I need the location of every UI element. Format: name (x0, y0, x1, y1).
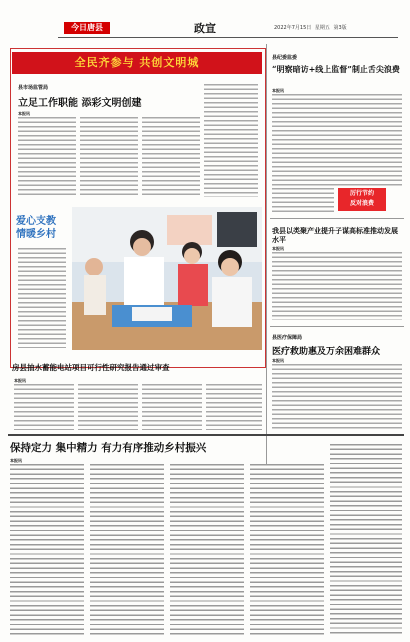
pumped-storage-body-col4 (206, 384, 262, 430)
volunteer-teaching-photo (72, 207, 262, 350)
frugality-tag-line2: 反对浪费 (349, 200, 374, 207)
industry-body (272, 252, 402, 320)
rural-body-col4 (250, 464, 324, 636)
medical-headline: 医疗救助惠及万余困难群众 (272, 347, 381, 357)
pumped-storage-headline: 房县抽水蓄能电站项目可行性研究报告通过审查 (12, 363, 170, 372)
pumped-storage-byline: 本报讯 (14, 378, 26, 383)
bottom-section-rule (8, 434, 404, 436)
medical-kicker: 县医疗保障局 (272, 335, 303, 341)
masthead-rule (58, 37, 398, 38)
industry-byline: 本报讯 (272, 246, 284, 251)
article-body-col4 (204, 84, 258, 197)
rural-body-col2 (90, 464, 164, 636)
article-byline: 本报讯 (18, 111, 30, 116)
frugality-tag-line1: 厉行节约 (349, 190, 374, 197)
pumped-storage-body-col2 (78, 384, 138, 430)
volunteer-heading (16, 215, 56, 241)
article-kicker: 县市场监管局 (18, 85, 49, 91)
discipline-byline: 本报讯 (272, 88, 284, 93)
volunteer-heading-line2: 情暖乡村 (16, 229, 56, 240)
pumped-storage-body-col3 (142, 384, 202, 430)
rural-body-col5 (330, 444, 402, 636)
article-body-col3 (142, 117, 200, 197)
column-divider (266, 44, 267, 464)
article-headline: 立足工作职能 添彩文明创建 (18, 98, 142, 109)
volunteer-body (18, 248, 66, 348)
discipline-kicker: 县纪委监委 (272, 55, 298, 61)
masthead (0, 0, 410, 40)
article-body-col2 (80, 117, 138, 197)
pumped-storage-body-col1 (14, 384, 74, 430)
discipline-body (272, 94, 402, 186)
discipline-headline: “明察暗访+线上监督”制止舌尖浪费 (272, 64, 400, 74)
newspaper-logo: 今日唐县 (64, 22, 110, 34)
rural-body-col1 (10, 464, 84, 636)
campaign-banner: 全民齐参与 共创文明城 (12, 52, 262, 74)
discipline-body-tail (272, 188, 334, 214)
rural-revitalization-byline: 本报讯 (10, 458, 22, 463)
divider (270, 326, 404, 327)
dateline: 2022年7月15日 星期五 第3版 (274, 25, 347, 31)
medical-body (272, 364, 402, 430)
photo-illustration (72, 207, 262, 350)
frugality-tag (338, 188, 386, 211)
industry-headline: 我县以类聚产业提升子谋高标准推动发展水平 (272, 226, 398, 244)
section-title: 政宣 (194, 22, 216, 35)
divider (270, 218, 404, 219)
article-body-col1 (18, 117, 76, 197)
volunteer-heading-line1: 爱心支教 (16, 216, 56, 227)
rural-body-col3 (170, 464, 244, 636)
medical-byline: 本报讯 (272, 358, 284, 363)
rural-revitalization-headline: 保持定力 集中精力 有力有序推动乡村振兴 (10, 442, 207, 454)
